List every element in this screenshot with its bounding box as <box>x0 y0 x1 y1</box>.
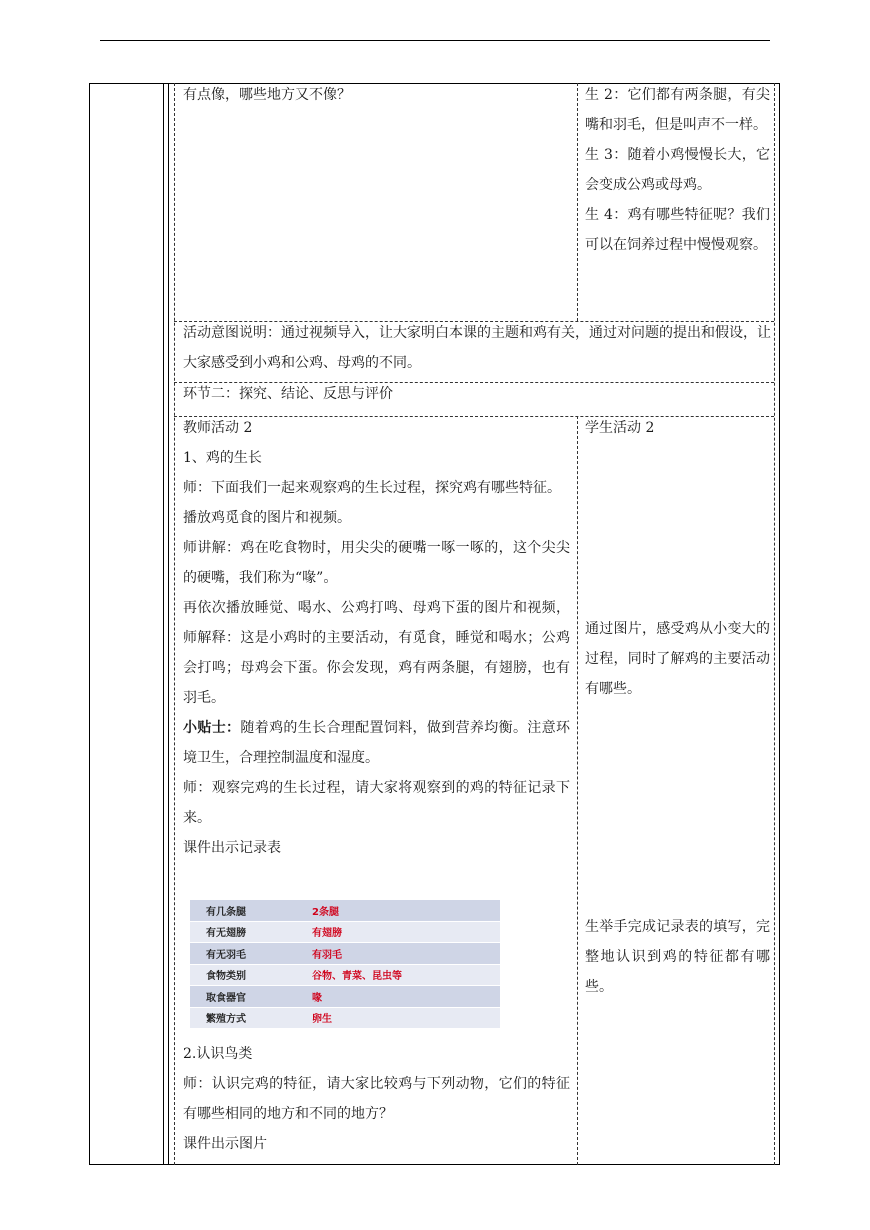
teacher2-p5: 再依次播放睡觉、喝水、公鸡打鸣、母鸡下蛋的图片和视频，师解释：这是小鸡时的主要活动，有觅食，睡觉和喝水；公鸡会打鸣；母鸡会下蛋。你会发现，鸡有两条腿，有翅膀，也有羽毛。 <box>183 600 570 706</box>
student-line-3: 生 3：随着小鸡慢慢长大，它会变成公鸡或母鸡。 <box>585 147 770 193</box>
record-value: 谷物、青菜、昆虫等 <box>296 964 500 986</box>
inner-left-dash <box>174 83 175 1165</box>
record-row <box>190 943 500 965</box>
record-key: 取食器官 <box>190 986 296 1008</box>
intent-text: 活动意图说明：通过视频导入，让大家明白本课的主题和鸡有关，通过对问题的提出和假设，让大家感受到小鸡和公鸡、母鸡的不同。 <box>183 325 771 371</box>
record-value: 喙 <box>296 986 500 1008</box>
tip-text: 随着鸡的生长合理配置饲料，做到营养均衡。注意环境卫生，合理控制温度和湿度。 <box>183 720 571 766</box>
record-key: 有无羽毛 <box>190 943 296 965</box>
teacher2-p10: 课件出示图片 <box>183 1136 267 1152</box>
row1-teacher-cell <box>183 80 573 110</box>
record-row <box>190 986 500 1008</box>
row1-mid-divider <box>577 83 578 321</box>
teacher2-p7: 课件出示记录表 <box>183 840 281 856</box>
student2-heading-cell <box>585 413 770 443</box>
student2-s2-cell <box>585 912 770 1002</box>
student-line-4: 生 4：鸡有哪些特征呢？我们可以在饲养过程中慢慢观察。 <box>585 207 770 253</box>
teacher2-p6: 师：观察完鸡的生长过程，请大家将观察到的鸡的特征记录下来。 <box>183 780 570 826</box>
teacher2-heading: 教师活动 2 <box>183 420 253 436</box>
record-key: 有无翅膀 <box>190 921 296 943</box>
row4-mid-divider <box>577 416 578 1165</box>
student2-s1-cell <box>585 614 770 704</box>
record-row <box>190 1007 500 1029</box>
teacher2-lower-cell <box>183 1039 570 1159</box>
teacher2-p1: 1、鸡的生长 <box>183 450 262 466</box>
teacher2-p2: 师：下面我们一起来观察鸡的生长过程，探究鸡有哪些特征。 <box>183 480 561 496</box>
student2-heading: 学生活动 2 <box>585 420 655 436</box>
left-column-divider-inner <box>168 83 169 1165</box>
teacher2-p3: 播放鸡觅食的图片和视频。 <box>183 510 351 526</box>
row1-student-cell <box>585 80 770 260</box>
teacher2-cell <box>183 413 570 863</box>
section2-title-cell <box>183 379 771 409</box>
record-key: 繁殖方式 <box>190 1007 296 1029</box>
record-row <box>190 900 500 921</box>
teacher2-tip <box>183 713 570 773</box>
record-key: 食物类别 <box>190 964 296 986</box>
intent-cell <box>183 318 771 378</box>
row1-teacher-text: 有点像，哪些地方又不像？ <box>183 87 351 103</box>
left-column-divider <box>163 83 164 1165</box>
student2-s1: 通过图片，感受鸡从小变大的过程，同时了解鸡的主要活动有哪些。 <box>585 621 770 697</box>
record-row <box>190 921 500 943</box>
inner-right-dash <box>774 83 775 1165</box>
record-table <box>190 900 500 1029</box>
tip-label: 小贴士： <box>183 720 241 736</box>
student-line-2: 生 2：它们都有两条腿，有尖嘴和羽毛，但是叫声不一样。 <box>585 87 770 133</box>
teacher2-p4: 师讲解：鸡在吃食物时，用尖尖的硬嘴一啄一啄的，这个尖尖的硬嘴，我们称为“喙”。 <box>183 540 570 586</box>
student2-s2: 生举手完成记录表的填写，完整地认识到鸡的特征都有哪些。 <box>585 919 770 995</box>
teacher2-p9: 师：认识完鸡的特征，请大家比较鸡与下列动物，它们的特征有哪些相同的地方和不同的地方？ <box>183 1076 570 1122</box>
record-value: 有翅膀 <box>296 921 500 943</box>
record-row <box>190 964 500 986</box>
teacher2-p8: 2.认识鸟类 <box>183 1046 253 1062</box>
header-rule <box>100 40 770 41</box>
record-value: 卵生 <box>296 1007 500 1029</box>
record-value: 有羽毛 <box>296 943 500 965</box>
record-value: 2条腿 <box>296 900 500 921</box>
record-key: 有几条腿 <box>190 900 296 921</box>
section2-title: 环节二：探究、结论、反思与评价 <box>183 386 393 402</box>
